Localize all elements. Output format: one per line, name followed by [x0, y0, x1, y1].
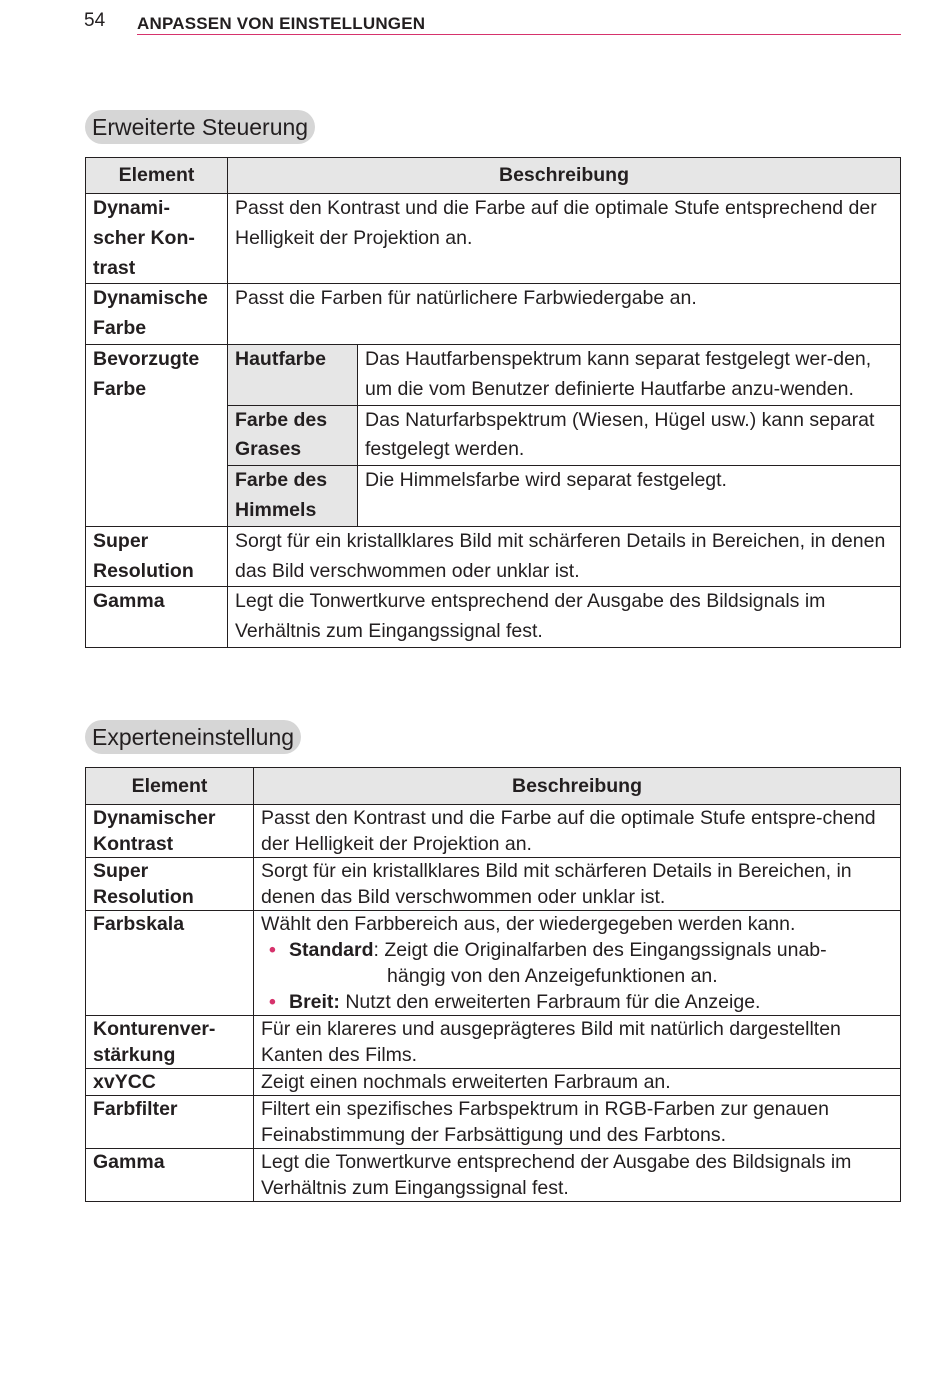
- element-cell: Farbfilter: [86, 1096, 254, 1149]
- element-cell: [86, 1016, 254, 1069]
- element-line: Bevorzugte: [93, 347, 200, 370]
- description-cell: Sorgt für ein kristallklares Bild mit schärferen Details in Bereichen, in denen das Bild verschwommen oder unklar ist.: [254, 858, 901, 911]
- sub-element-line: Farbe des: [235, 469, 328, 492]
- element-cell: [86, 526, 228, 587]
- element-cell: [86, 284, 228, 345]
- element-cell: [86, 344, 228, 526]
- sub-element-line: Farbe des: [235, 408, 328, 431]
- sub-element-line: Himmels: [235, 498, 317, 521]
- table-row: [86, 194, 901, 284]
- element-line: Kontrast: [93, 833, 174, 855]
- description-cell: Sorgt für ein kristallklares Bild mit schärferen Details in Bereichen, in denen das Bild verschwommen oder unklar ist.: [228, 526, 901, 587]
- element-line: Super: [93, 860, 149, 882]
- table-row: [86, 1069, 901, 1096]
- element-line: trast: [93, 256, 136, 279]
- section-title-erweiterte-steuerung: Erweiterte Steuerung: [85, 110, 315, 144]
- page-header: [84, 10, 901, 36]
- table-row: [86, 526, 901, 587]
- section-title-experteneinstellung: Experteneinstellung: [85, 720, 301, 754]
- description-cell: [254, 911, 901, 1016]
- bullet-icon: •: [269, 939, 276, 961]
- description-cell: Passt den Kontrast und die Farbe auf die optimale Stufe entspre-chend der Helligkeit der Projektion an.: [254, 805, 901, 858]
- element-line: Dynamischer: [93, 807, 216, 829]
- table-row: [86, 344, 901, 405]
- sub-element-line: Grases: [235, 438, 302, 461]
- element-cell: [86, 805, 254, 858]
- bullet-text: : Zeigt die Originalfarben des Eingangssignals unab-: [373, 939, 827, 961]
- description-cell: Für ein klareres und ausgeprägteres Bild mit natürlich dargestellten Kanten des Films.: [254, 1016, 901, 1069]
- sub-element-cell: [228, 405, 358, 466]
- element-cell: xvYCC: [86, 1069, 254, 1096]
- table-row: [86, 284, 901, 345]
- description-cell: Passt den Kontrast und die Farbe auf die optimale Stufe entsprechend der Helligkeit der Projektion an.: [228, 194, 901, 284]
- header-rule: [137, 34, 901, 35]
- sub-element-cell: Hautfarbe: [228, 344, 358, 405]
- element-cell: Gamma: [86, 1149, 254, 1202]
- sub-element-cell: [228, 466, 358, 527]
- element-cell: Farbskala: [86, 911, 254, 1016]
- bullet-term: Breit:: [289, 991, 340, 1013]
- table-header-row: [86, 768, 901, 805]
- table-row: [86, 858, 901, 911]
- sub-description-cell: Die Himmelsfarbe wird separat festgelegt.: [358, 466, 901, 527]
- col-header-element: Element: [86, 158, 228, 194]
- description-cell: Filtert ein spezifisches Farbspektrum in RGB-Farben zur genauen Feinabstimmung der Farbsättigung und des Farbtons.: [254, 1096, 901, 1149]
- bullet-term: Standard: [289, 939, 374, 961]
- element-line: Dynami-: [93, 197, 170, 219]
- element-line: scher Kon-: [93, 226, 195, 249]
- description-cell: Legt die Tonwertkurve entsprechend der Ausgabe des Bildsignals im Verhältnis zum Eingangssignal fest.: [254, 1149, 901, 1202]
- element-line: stärkung: [93, 1044, 176, 1066]
- bullet-text: Nutzt den erweiterten Farbraum für die Anzeige.: [339, 991, 761, 1013]
- col-header-element: Element: [86, 768, 254, 805]
- col-header-description: Beschreibung: [228, 158, 901, 194]
- table-row: [86, 1016, 901, 1069]
- description-text: Wählt den Farbbereich aus, der wiedergegeben werden kann.: [261, 913, 796, 935]
- element-line: Farbe: [93, 377, 147, 400]
- description-cell: Legt die Tonwertkurve entsprechend der Ausgabe des Bildsignals im Verhältnis zum Eingangssignal fest.: [228, 587, 901, 648]
- bullet-icon: •: [269, 991, 276, 1013]
- element-cell: Gamma: [86, 587, 228, 648]
- element-line: Resolution: [93, 886, 194, 908]
- description-cell: Zeigt einen nochmals erweiterten Farbraum an.: [254, 1069, 901, 1096]
- element-cell: [86, 194, 228, 284]
- table-experteneinstellung: [85, 767, 901, 1202]
- sub-description-cell: Das Hautfarbenspektrum kann separat festgelegt wer-den, um die vom Benutzer definierte Hautfarbe anzu-wenden.: [358, 344, 901, 405]
- table-row: [86, 805, 901, 858]
- sub-description-cell: Das Naturfarbspektrum (Wiesen, Hügel usw.) kann separat festgelegt werden.: [358, 405, 901, 466]
- element-line: Konturenver-: [93, 1018, 216, 1040]
- element-line: Super: [93, 529, 149, 552]
- bullet-text-continued: hängig von den Anzeigefunktionen an.: [387, 965, 718, 987]
- element-line: Dynamische: [93, 287, 208, 310]
- element-line: Resolution: [93, 559, 194, 582]
- description-cell: Passt die Farben für natürlichere Farbwiedergabe an.: [228, 284, 901, 345]
- table-row: [86, 587, 901, 648]
- list-item: [269, 937, 893, 989]
- table-row: [86, 1096, 901, 1149]
- page-number: 54: [84, 10, 106, 31]
- table-erweiterte-steuerung: [85, 157, 901, 648]
- table-row: [86, 1149, 901, 1202]
- list-item: [269, 989, 893, 1015]
- table-row: [86, 911, 901, 1016]
- element-cell: [86, 858, 254, 911]
- col-header-description: Beschreibung: [254, 768, 901, 805]
- element-line: Farbe: [93, 317, 147, 340]
- table-header-row: [86, 158, 901, 194]
- header-title: ANPASSEN VON EINSTELLUNGEN: [137, 14, 426, 33]
- bullet-list: [261, 937, 893, 1015]
